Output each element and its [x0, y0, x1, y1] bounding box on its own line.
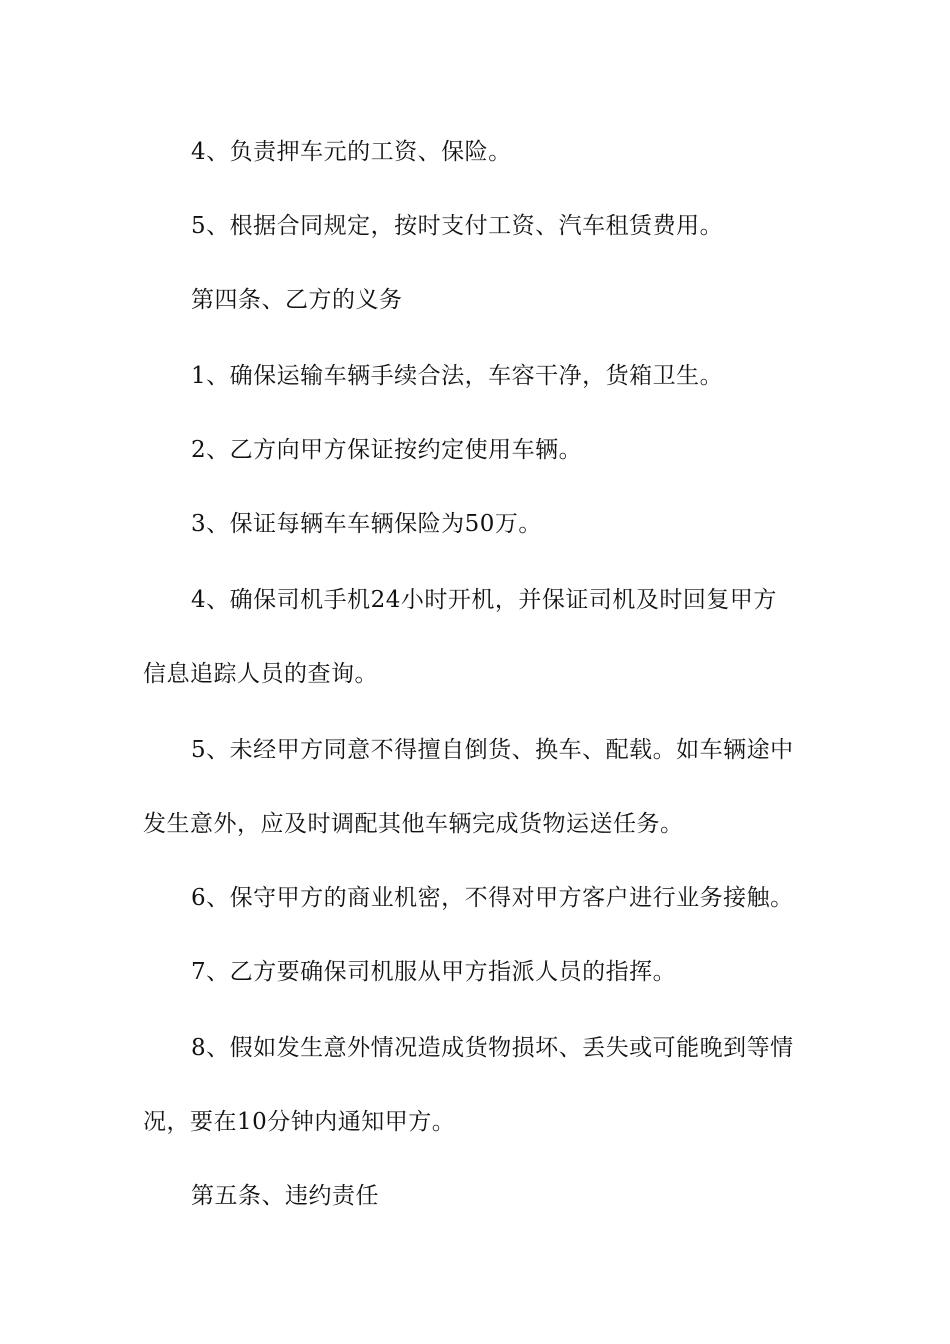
section-heading: 第五条、违约责任 — [191, 1183, 379, 1209]
paragraph-line: 7、乙方要确保司机服从甲方指派人员的指挥。 — [191, 959, 677, 985]
paragraph-line: 3、保证每辆车车辆保险为50万。 — [191, 511, 542, 537]
paragraph-line: 信息追踪人员的查询。 — [143, 661, 378, 687]
section-heading: 第四条、乙方的义务 — [191, 287, 403, 313]
paragraph-line: 6、保守甲方的商业机密，不得对甲方客户进行业务接触。 — [191, 885, 794, 911]
paragraph-line: 况，要在10分钟内通知甲方。 — [143, 1109, 456, 1135]
paragraph-line: 5、根据合同规定，按时支付工资、汽车租赁费用。 — [191, 213, 724, 239]
paragraph-line: 4、确保司机手机24小时开机，并保证司机及时回复甲方 — [191, 587, 777, 613]
paragraph-line: 5、未经甲方同意不得擅自倒货、换车、配载。如车辆途中 — [191, 737, 794, 763]
paragraph-line: 4、负责押车元的工资、保险。 — [191, 139, 512, 165]
paragraph-line: 发生意外，应及时调配其他车辆完成货物运送任务。 — [143, 811, 684, 837]
paragraph-line: 1、确保运输车辆手续合法，车容干净，货箱卫生。 — [191, 363, 724, 389]
paragraph-line: 2、乙方向甲方保证按约定使用车辆。 — [191, 437, 583, 463]
paragraph-line: 8、假如发生意外情况造成货物损坏、丢失或可能晚到等情 — [191, 1035, 794, 1061]
